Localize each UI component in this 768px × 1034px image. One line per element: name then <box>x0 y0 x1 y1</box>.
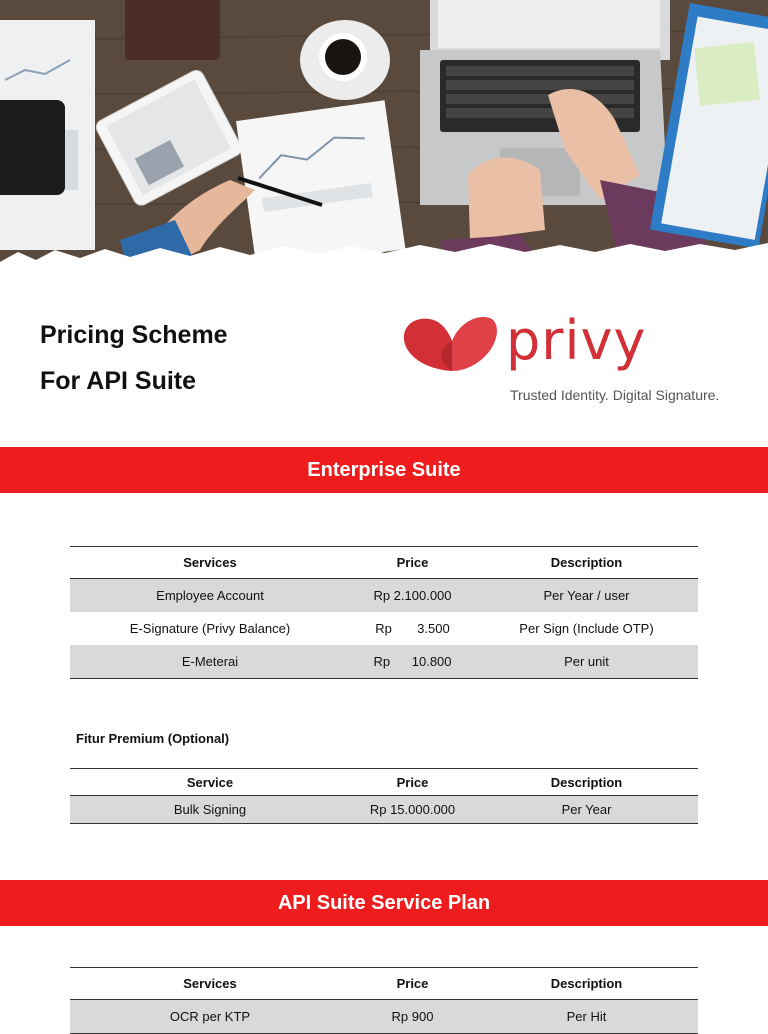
price-cell: Rp 10.800 <box>350 645 475 679</box>
price-cell: Rp 2.100.000 <box>350 579 475 613</box>
column-header: Price <box>350 769 475 796</box>
description-cell: Per Year / user <box>475 579 698 613</box>
section-title: Enterprise Suite <box>307 458 461 481</box>
column-header: Price <box>350 968 475 1000</box>
service-cell: E-Meterai <box>70 645 350 679</box>
column-header: Services <box>70 968 350 1000</box>
price-cell: Rp 900 <box>350 1000 475 1034</box>
logo-tagline: Trusted Identity. Digital Signature. <box>510 387 720 403</box>
section-title: API Suite Service Plan <box>277 891 491 914</box>
premium-heading: Fitur Premium (Optional) <box>76 731 230 746</box>
column-header: Service <box>70 769 350 796</box>
service-cell: OCR per KTP <box>70 1000 350 1034</box>
table-row <box>70 612 698 645</box>
table-header-row <box>70 769 698 796</box>
section-banner-enterprise <box>0 447 768 493</box>
service-cell: E-Signature (Privy Balance) <box>129 621 291 636</box>
table-row <box>70 796 698 824</box>
column-header: Description <box>475 769 698 796</box>
description-cell: Per Year <box>475 796 698 824</box>
table-row <box>70 579 698 613</box>
column-header: Description <box>475 968 698 1000</box>
table-header-row <box>70 968 698 1000</box>
service-cell: Employee Account <box>70 579 350 613</box>
column-header: Description <box>475 547 698 579</box>
privy-logo <box>400 305 730 415</box>
logo-wordmark: privy <box>506 309 647 372</box>
enterprise-pricing-table <box>70 546 698 679</box>
section-banner-api <box>0 880 768 926</box>
privy-logo-mark-icon <box>400 311 500 381</box>
description-cell: Per Hit <box>475 1000 698 1034</box>
document-title <box>40 312 228 404</box>
column-header: Price <box>350 547 475 579</box>
description-cell: Per unit <box>475 645 698 679</box>
price-cell: Rp 15.000.000 <box>350 796 475 824</box>
hero-photo <box>0 0 768 300</box>
service-cell: Bulk Signing <box>70 796 350 824</box>
description-cell: Per Sign (Include OTP) <box>519 621 654 636</box>
price-cell: Rp 3.500 <box>375 621 450 636</box>
table-header-row <box>70 547 698 579</box>
table-row <box>70 1000 698 1034</box>
table-row <box>70 645 698 679</box>
premium-pricing-table <box>70 768 698 824</box>
title-line-2: For API Suite <box>40 367 197 395</box>
title-line-1: Pricing Scheme <box>40 321 228 349</box>
column-header: Services <box>70 547 350 579</box>
